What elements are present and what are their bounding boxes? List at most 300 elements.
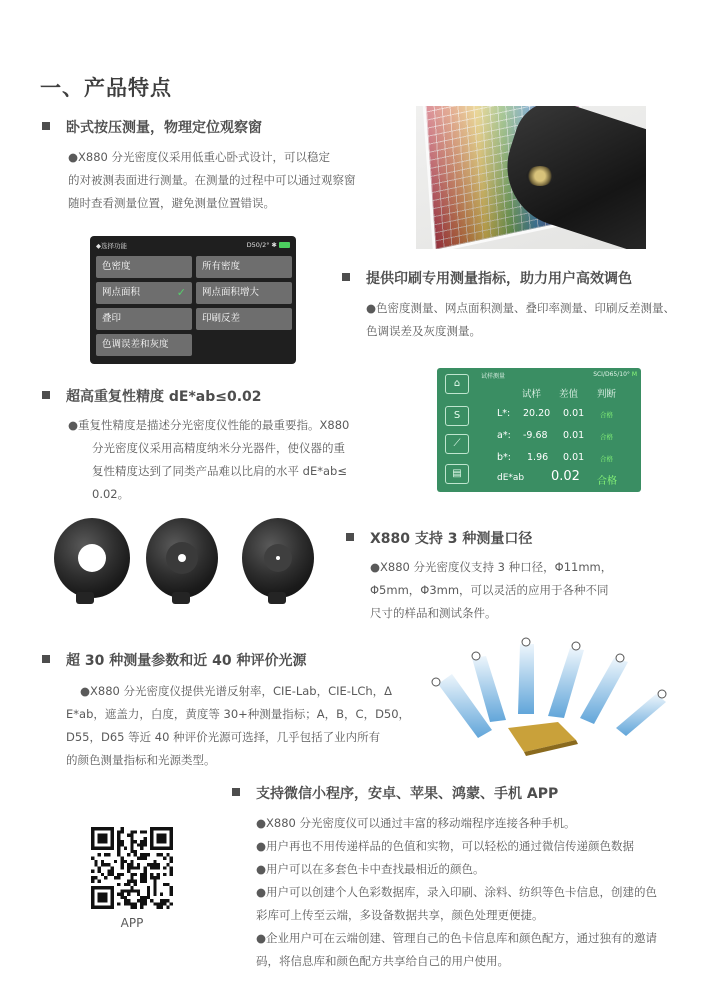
qr-module: [117, 853, 120, 856]
qr-module: [153, 893, 156, 896]
text-line: 随时查看测量位置，避免测量位置错误。: [68, 196, 275, 210]
qr-module: [124, 889, 127, 892]
qr-module: [104, 876, 107, 879]
light-beam: [580, 658, 628, 724]
qr-module: [104, 834, 107, 837]
section-body-5: [66, 680, 410, 772]
check-icon: ✓: [176, 286, 186, 299]
qr-module: [147, 896, 150, 899]
qr-module: [111, 886, 114, 889]
qr-module: [107, 870, 110, 873]
qr-module: [117, 830, 120, 833]
qr-module: [150, 876, 153, 879]
qr-module: [111, 899, 114, 902]
text-line: 的对被测表面进行测量。在测量的过程中可以通过观察窗: [68, 173, 356, 187]
menu-item[interactable]: 印刷反差: [196, 308, 292, 330]
qr-module: [166, 847, 169, 850]
qr-module: [143, 866, 146, 869]
qr-module: [143, 857, 146, 860]
qr-module: [137, 843, 140, 846]
menu-item[interactable]: 色调误差和灰度: [96, 334, 192, 356]
qr-module: [166, 853, 169, 856]
row-diff: 0.01: [563, 430, 585, 441]
qr-module: [121, 866, 124, 869]
row-diff: 0.01: [563, 452, 585, 463]
qr-module: [91, 899, 94, 902]
qr-module: [98, 899, 101, 902]
qr-module: [98, 837, 101, 840]
qr-module: [104, 827, 107, 830]
qr-module: [157, 847, 160, 850]
qr-module: [166, 883, 169, 886]
qr-module: [140, 853, 143, 856]
qr-module: [104, 853, 107, 856]
qr-module: [98, 886, 101, 889]
qr-module: [94, 847, 97, 850]
qr-module: [170, 870, 173, 873]
qr-module: [114, 860, 117, 863]
qr-module: [101, 837, 104, 840]
qr-module: [153, 827, 156, 830]
qr-module: [143, 873, 146, 876]
light-beam: [616, 694, 666, 736]
qr-module: [104, 906, 107, 909]
qr-module: [98, 847, 101, 850]
qr-module: [91, 870, 94, 873]
qr-module: [153, 863, 156, 866]
qr-module: [130, 886, 133, 889]
col-header-diff: 差值: [559, 389, 579, 400]
row-sample: 1.96: [527, 452, 549, 463]
qr-module: [166, 863, 169, 866]
screen-mode: 试样测量: [481, 373, 506, 380]
section-heading-3: [42, 386, 262, 406]
qr-module: [94, 863, 97, 866]
menu-item-label: 网点面积: [102, 287, 141, 298]
qr-module: [160, 840, 163, 843]
de-value: 0.02: [551, 469, 580, 484]
qr-module: [170, 886, 173, 889]
qr-module: [117, 847, 120, 850]
qr-module: [140, 857, 143, 860]
qr-module: [94, 860, 97, 863]
qr-module: [170, 847, 173, 850]
qr-module: [111, 843, 114, 846]
col-header-judge: 判断: [597, 389, 617, 400]
qr-module: [143, 902, 146, 905]
screen-condition: SCI/D65/10°: [593, 371, 630, 378]
qr-module: [157, 827, 160, 830]
section-heading-text: 卧式按压测量，物理定位观察窗: [66, 120, 262, 136]
qr-module: [163, 866, 166, 869]
qr-module: [98, 853, 101, 856]
qr-module: [170, 840, 173, 843]
qr-module: [91, 840, 94, 843]
menu-item[interactable]: 网点面积增大: [196, 282, 292, 304]
aperture-ring-3mm: [242, 518, 314, 598]
qr-module: [150, 866, 153, 869]
qr-module: [124, 860, 127, 863]
light-bulb-icon: [432, 678, 440, 686]
qr-module: [130, 840, 133, 843]
home-icon[interactable]: ⌂: [445, 374, 469, 394]
qr-module: [91, 843, 94, 846]
qr-module: [121, 889, 124, 892]
page-title: 一、产品特点: [40, 76, 172, 100]
bluetooth-icon: ✱: [271, 241, 277, 249]
section-body-1: [68, 146, 356, 215]
qr-module: [107, 847, 110, 850]
section-body-3: [68, 414, 349, 506]
text-line: ●X880 分光密度仪可以通过丰富的移动端程序连接各种手机。: [256, 816, 576, 830]
qr-module: [130, 902, 133, 905]
text-line: 分光密度仪采用高精度纳米分光器件，使仪器的重: [92, 441, 345, 455]
qr-module: [117, 834, 120, 837]
qr-module: [137, 857, 140, 860]
qr-module: [91, 837, 94, 840]
text-line: 0.02。: [92, 487, 130, 501]
qr-module: [134, 889, 137, 892]
qr-module: [150, 899, 153, 902]
qr-module: [130, 843, 133, 846]
qr-module: [101, 896, 104, 899]
qr-module: [121, 827, 124, 830]
qr-module: [94, 886, 97, 889]
qr-module: [143, 840, 146, 843]
qr-module: [130, 850, 133, 853]
qr-module: [153, 883, 156, 886]
qr-module: [130, 837, 133, 840]
section-body-6: [256, 812, 657, 973]
row-sample: 20.20: [523, 408, 551, 419]
section-heading-text: 超高重复性精度 dE*ab≤0.02: [66, 389, 262, 405]
qr-module: [121, 830, 124, 833]
qr-module: [150, 847, 153, 850]
text-line: D55，D65 等近 40 种评价光源可选择，几乎包括了业内所有: [66, 730, 381, 744]
qr-module: [101, 863, 104, 866]
qr-module: [153, 860, 156, 863]
qr-module: [140, 896, 143, 899]
qr-module: [117, 873, 120, 876]
qr-module: [107, 863, 110, 866]
light-sources-illustration: [430, 632, 676, 756]
qr-module: [140, 906, 143, 909]
qr-module: [124, 902, 127, 905]
qr-module: [143, 830, 146, 833]
qr-module: [111, 870, 114, 873]
text-line: 彩库可上传至云端，多设备数据共享，颜色处理更便捷。: [256, 908, 544, 922]
qr-module: [150, 830, 153, 833]
de-judge: 合格: [597, 476, 617, 487]
qr-module: [153, 886, 156, 889]
qr-module: [163, 883, 166, 886]
qr-label: APP: [120, 916, 144, 930]
qr-module: [107, 886, 110, 889]
qr-module: [127, 899, 130, 902]
text-line: 尺寸的样品和测试条件。: [370, 606, 497, 620]
qr-module: [104, 886, 107, 889]
qr-module: [98, 870, 101, 873]
qr-module: [160, 834, 163, 837]
qr-module: [130, 866, 133, 869]
qr-module: [157, 853, 160, 856]
qr-module: [111, 902, 114, 905]
qr-module: [157, 863, 160, 866]
qr-module: [121, 857, 124, 860]
qr-module: [170, 873, 173, 876]
light-beam: [548, 648, 584, 718]
text-line: 复性精度达到了同类产品难以比肩的水平 dE*ab≤: [92, 464, 347, 478]
qr-module: [153, 889, 156, 892]
qr-module: [130, 879, 133, 882]
qr-module: [170, 902, 173, 905]
qr-module: [98, 893, 101, 896]
qr-module: [94, 876, 97, 879]
qr-module: [101, 893, 104, 896]
qr-module: [104, 840, 107, 843]
qr-module: [98, 834, 101, 837]
qr-module: [127, 870, 130, 873]
qr-module: [134, 873, 137, 876]
save-icon[interactable]: ▤: [445, 464, 469, 484]
text-line: E*ab，遮盖力，白度，黄度等 30+种测量指标；A，B，C，D50，: [66, 707, 411, 721]
qr-module: [130, 834, 133, 837]
text-line: Φ5mm，Φ3mm，可以灵活的应用于各种不同: [370, 583, 609, 597]
text-line: 码，将信息库和颜色配方共享给自己的用户使用。: [256, 954, 509, 968]
row-label: L*:: [497, 408, 511, 419]
qr-module: [163, 840, 166, 843]
qr-module: [98, 879, 101, 882]
qr-module: [111, 896, 114, 899]
aperture-hole: [276, 556, 280, 560]
qr-module: [130, 860, 133, 863]
qr-module: [153, 876, 156, 879]
qr-module: [121, 893, 124, 896]
qr-module: [91, 857, 94, 860]
qr-module: [134, 902, 137, 905]
qr-module: [121, 860, 124, 863]
qr-module: [101, 840, 104, 843]
qr-module: [150, 827, 153, 830]
qr-module: [91, 879, 94, 882]
qr-module: [143, 870, 146, 873]
qr-module: [130, 873, 133, 876]
qr-module: [140, 843, 143, 846]
qr-module: [160, 906, 163, 909]
qr-module: [137, 899, 140, 902]
qr-module: [117, 883, 120, 886]
qr-module: [160, 893, 163, 896]
qr-module: [147, 893, 150, 896]
qr-module: [153, 902, 156, 905]
qr-module: [170, 830, 173, 833]
row-sample: -9.68: [523, 430, 548, 441]
qr-module: [163, 899, 166, 902]
qr-module: [157, 837, 160, 840]
aperture-hole: [178, 554, 186, 562]
qr-module: [147, 863, 150, 866]
qr-module: [107, 853, 110, 856]
qr-module: [143, 876, 146, 879]
menu-item-selected[interactable]: [96, 282, 192, 304]
qr-module: [140, 899, 143, 902]
qr-module: [107, 906, 110, 909]
qr-module: [150, 837, 153, 840]
qr-module: [91, 893, 94, 896]
qr-module: [111, 830, 114, 833]
qr-module: [170, 893, 173, 896]
qr-module: [91, 902, 94, 905]
qr-module: [170, 837, 173, 840]
qr-module: [166, 899, 169, 902]
qr-module: [150, 834, 153, 837]
qr-module: [111, 837, 114, 840]
text-line: ●色密度测量、网点面积测量、叠印率测量、印刷反差测量、: [366, 301, 676, 315]
section-heading-4: [346, 528, 532, 548]
text-line: 色调误差及灰度测量。: [366, 324, 481, 338]
qr-module: [163, 847, 166, 850]
qr-module: [104, 837, 107, 840]
qr-module: [140, 876, 143, 879]
qr-module: [157, 906, 160, 909]
qr-module: [170, 866, 173, 869]
qr-module: [147, 889, 150, 892]
qr-module: [170, 860, 173, 863]
qr-module: [150, 840, 153, 843]
section-heading-2: [342, 268, 632, 288]
bullet-square-icon: [342, 273, 350, 281]
qr-module: [160, 847, 163, 850]
qr-module: [104, 896, 107, 899]
section-body-4: [370, 556, 612, 625]
text-line: ●X880 分光密度仪采用低重心卧式设计，可以稳定: [68, 150, 331, 164]
qr-module: [163, 902, 166, 905]
qr-module: [91, 896, 94, 899]
qr-module: [121, 840, 124, 843]
qr-module: [104, 893, 107, 896]
qr-module: [91, 886, 94, 889]
menu-item[interactable]: 所有密度: [196, 256, 292, 278]
qr-module: [140, 847, 143, 850]
qr-module: [98, 906, 101, 909]
qr-module: [111, 847, 114, 850]
qr-module: [130, 876, 133, 879]
qr-module: [107, 827, 110, 830]
qr-module: [121, 873, 124, 876]
row-diff: 0.01: [563, 408, 585, 419]
section-heading-text: X880 支持 3 种测量口径: [370, 531, 533, 547]
qr-module: [91, 834, 94, 837]
qr-module: [111, 866, 114, 869]
qr-module: [111, 893, 114, 896]
qr-module: [117, 840, 120, 843]
qr-module: [143, 843, 146, 846]
row-judge: 合格: [600, 411, 613, 419]
qr-module: [130, 847, 133, 850]
section-body-2: [366, 297, 675, 343]
aperture-rings-photo: [54, 518, 314, 610]
qr-module: [101, 860, 104, 863]
qr-module: [143, 896, 146, 899]
qr-module: [104, 899, 107, 902]
qr-module: [127, 866, 130, 869]
section-heading-text: 超 30 种测量参数和近 40 种评价光源: [66, 653, 307, 669]
qr-module: [127, 863, 130, 866]
qr-module: [134, 906, 137, 909]
light-beam: [518, 644, 534, 714]
qr-module: [143, 899, 146, 902]
text-line: ●用户再也不用传递样品的色值和实物，可以轻松的通过微信传递颜色数据: [256, 839, 635, 853]
device-measuring-photo: [416, 106, 646, 249]
qr-module: [134, 840, 137, 843]
qr-module: [153, 847, 156, 850]
menu-item[interactable]: 叠印: [96, 308, 192, 330]
qr-module: [150, 843, 153, 846]
qr-module: [91, 830, 94, 833]
bluetooth-icon: M: [631, 371, 637, 378]
qr-module: [150, 863, 153, 866]
function-menu-screen: [90, 236, 296, 364]
device-aperture: [526, 166, 554, 186]
qr-module: [130, 830, 133, 833]
qr-module: [160, 899, 163, 902]
qr-module: [98, 896, 101, 899]
qr-module: [127, 853, 130, 856]
app-qr-code[interactable]: [91, 827, 173, 909]
qr-module: [127, 883, 130, 886]
qr-module: [101, 847, 104, 850]
qr-module: [117, 850, 120, 853]
qr-module: [111, 873, 114, 876]
chart-icon[interactable]: ⟋: [445, 434, 469, 454]
qr-module: [163, 837, 166, 840]
qr-module: [98, 827, 101, 830]
qr-module: [137, 863, 140, 866]
qr-module: [140, 830, 143, 833]
qr-module: [91, 889, 94, 892]
menu-item[interactable]: 色密度: [96, 256, 192, 278]
qr-module: [163, 873, 166, 876]
qr-module: [124, 896, 127, 899]
qr-module: [163, 857, 166, 860]
qr-module: [111, 834, 114, 837]
qr-module: [157, 873, 160, 876]
text-line: ●企业用户可在云端创建、管理自己的色卡信息库和颜色配方，通过独有的邀请: [256, 931, 658, 945]
row-judge: 合格: [600, 433, 613, 441]
bullet-square-icon: [232, 788, 240, 796]
row-judge: 合格: [600, 455, 613, 463]
qr-module: [140, 902, 143, 905]
standard-icon[interactable]: S: [445, 406, 469, 426]
qr-module: [140, 873, 143, 876]
qr-module: [166, 827, 169, 830]
menu-status: D50/2°: [246, 241, 270, 249]
qr-module: [134, 830, 137, 833]
light-bulb-icon: [472, 652, 480, 660]
qr-module: [153, 866, 156, 869]
qr-module: [170, 857, 173, 860]
qr-module: [101, 899, 104, 902]
qr-module: [134, 866, 137, 869]
qr-module: [104, 863, 107, 866]
color-sample-card: [508, 722, 576, 752]
qr-module: [111, 827, 114, 830]
menu-back-label: ◆选择功能: [96, 242, 127, 250]
section-heading-6: [232, 783, 558, 803]
qr-module: [121, 863, 124, 866]
qr-module: [111, 906, 114, 909]
qr-module: [143, 837, 146, 840]
